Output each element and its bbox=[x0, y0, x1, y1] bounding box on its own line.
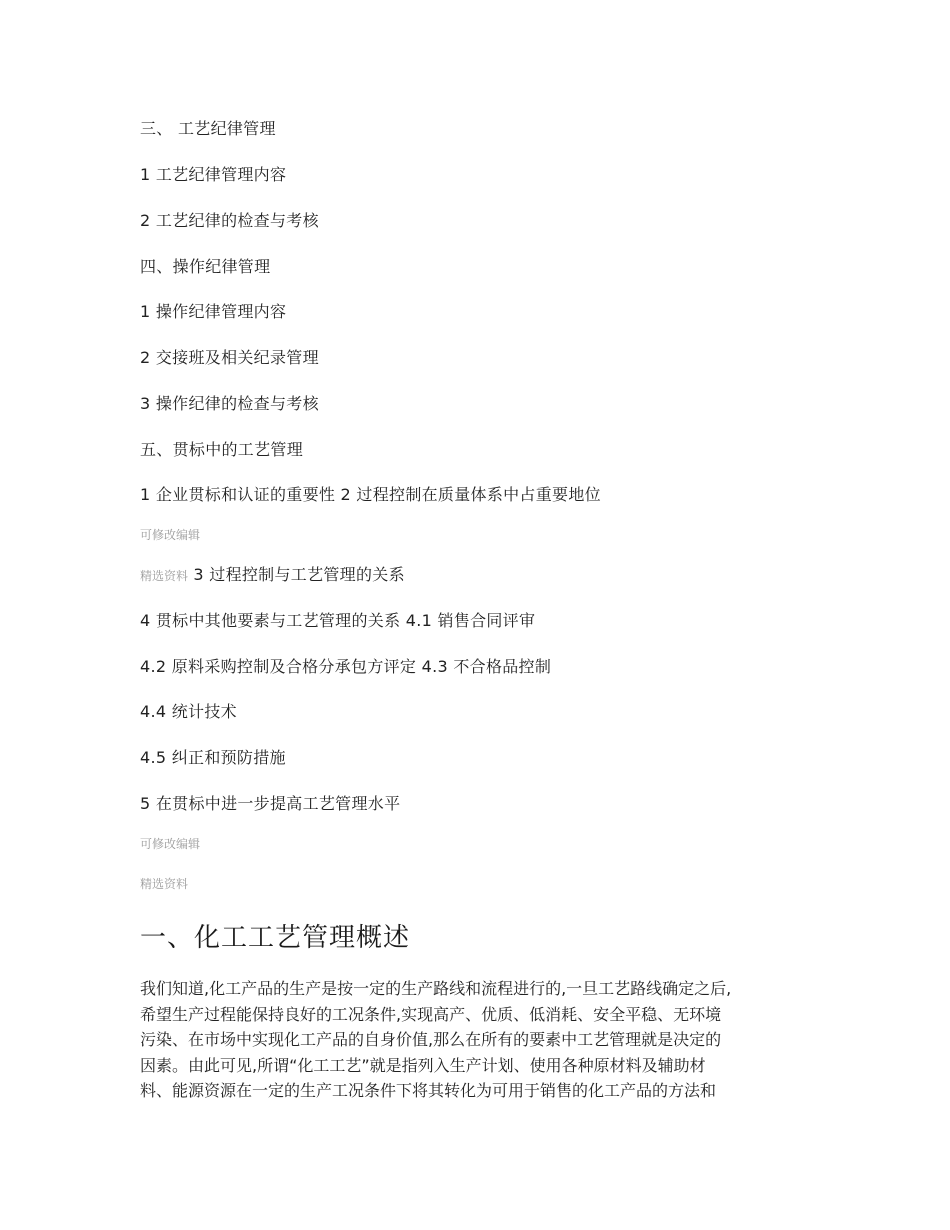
watermark-editable: 可修改编辑 bbox=[140, 528, 201, 542]
watermark-selected: 精选资料 bbox=[140, 569, 189, 583]
outline-heading-4: 四、操作纪律管理 bbox=[140, 257, 271, 276]
paragraph-line: 料、能源资源在一定的生产工况条件下将其转化为可用于销售的化工产品的方法和 bbox=[140, 1081, 717, 1100]
outline-heading-5: 五、贯标中的工艺管理 bbox=[140, 440, 304, 459]
section-title: 一、化工工艺管理概述 bbox=[140, 923, 411, 953]
section-paragraph bbox=[140, 976, 820, 1104]
watermark-selected: 精选资料 bbox=[140, 877, 189, 891]
outline-item: 3 操作纪律的检查与考核 bbox=[140, 394, 319, 413]
paragraph-line: 因素。由此可见,所谓“化工工艺”就是指列入生产计划、使用各种原材料及辅助材 bbox=[140, 1055, 706, 1075]
outline-item: 1 企业贯标和认证的重要性 2 过程控制在质量体系中占重要地位 bbox=[140, 485, 601, 504]
outline-item: 4.2 原料采购控制及合格分承包方评定 4.3 不合格品控制 bbox=[140, 657, 552, 676]
outline-item: 1 工艺纪律管理内容 bbox=[140, 165, 287, 184]
outline-heading-3: 三、 工艺纪律管理 bbox=[140, 119, 276, 138]
outline-item: 5 在贯标中进一步提高工艺管理水平 bbox=[140, 794, 401, 813]
outline-item: 2 交接班及相关纪录管理 bbox=[140, 348, 319, 367]
outline-item: 1 操作纪律管理内容 bbox=[140, 302, 287, 321]
paragraph-line: 我们知道,化工产品的生产是按一定的生产路线和流程进行的,一旦工艺路线确定之后, bbox=[140, 979, 732, 998]
paragraph-line: 希望生产过程能保持良好的工况条件,实现高产、优质、低消耗、安全平稳、无环境 bbox=[140, 1004, 722, 1024]
outline-item: 4 贯标中其他要素与工艺管理的关系 4.1 销售合同评审 bbox=[140, 611, 536, 630]
watermark-editable: 可修改编辑 bbox=[140, 837, 201, 851]
outline-item: 4.4 统计技术 bbox=[140, 702, 237, 721]
outline-item-with-watermark bbox=[140, 565, 405, 585]
outline-item: 2 工艺纪律的检查与考核 bbox=[140, 211, 319, 230]
outline-item: 4.5 纠正和预防措施 bbox=[140, 748, 286, 767]
paragraph-line: 污染、在市场中实现化工产品的自身价值,那么在所有的要素中工艺管理就是决定的 bbox=[140, 1030, 722, 1049]
outline-item-text: 3 过程控制与工艺管理的关系 bbox=[193, 565, 405, 584]
